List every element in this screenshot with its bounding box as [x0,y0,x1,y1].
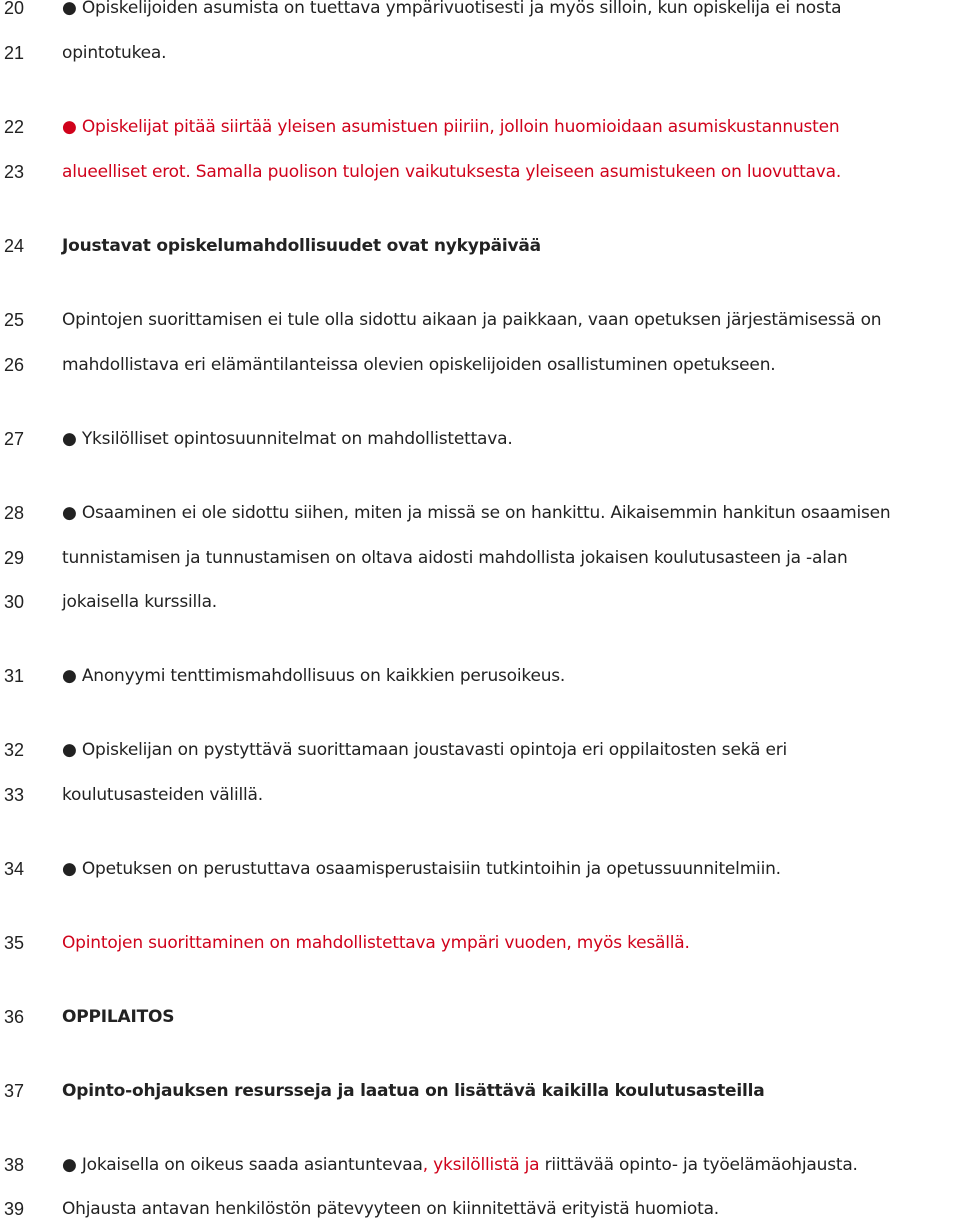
line-number: 27 [4,429,25,449]
line-text [62,156,841,188]
line-text [62,927,690,959]
text-segment: tunnistamisen ja tunnustamisen on oltava aidosti mahdollista jokaisen koulutusasteen ja -alan [62,548,848,568]
text-segment: , yksilöllistä ja [422,1155,540,1175]
line-number: 32 [4,740,25,760]
line-number: 36 [4,1007,25,1027]
document-line [0,1001,960,1033]
text-segment: riittävää opinto- ja työelämäohjausta. [539,1155,858,1175]
line-text [62,853,781,885]
document-line [0,779,960,811]
document-line [0,349,960,381]
line-number: 24 [4,236,25,256]
document-line [0,37,960,69]
line-number: 22 [4,117,25,137]
line-number: 39 [4,1199,25,1219]
line-text [62,230,541,262]
line-text [62,586,217,618]
line-text [62,423,513,455]
line-number: 35 [4,933,25,953]
line-number: 38 [4,1155,25,1175]
document-line [0,156,960,188]
line-number: 26 [4,355,25,375]
text-segment: ● Yksilölliset opintosuunnitelmat on mahdollistettava. [62,429,513,449]
text-segment: alueelliset erot. Samalla puolison tulojen vaikutuksesta yleiseen asumistukeen on luovuttava. [62,162,842,182]
line-text [62,37,166,69]
document-line [0,1075,960,1107]
line-text [62,1075,765,1107]
text-segment: Joustavat opiskelumahdollisuudet ovat nykypäivää [62,236,541,256]
line-text [62,660,565,692]
text-segment: ● Opiskelijat pitää siirtää yleisen asumistuen piiriin, jolloin huomioidaan asumiskustannusten [62,117,840,137]
text-segment: Ohjausta antavan henkilöstön pätevyyteen on kiinnitettävä erityistä huomiota. [62,1199,720,1219]
text-segment: ● Opiskelijan on pystyttävä suorittamaan joustavasti opintoja eri oppilaitosten sekä eri [62,740,788,760]
line-number: 37 [4,1081,25,1101]
line-text [62,111,839,143]
document-line [0,304,960,336]
document-line [0,542,960,574]
line-text [62,1193,719,1225]
line-text [62,542,848,574]
document-line [0,497,960,529]
text-segment: Opinto-ohjauksen resursseja ja laatua on lisättävä kaikilla koulutusasteilla [62,1081,765,1101]
text-segment: koulutusasteiden välillä. [62,785,263,805]
line-number: 31 [4,666,25,686]
line-number: 21 [4,43,25,63]
text-segment: ● Jokaisella on oikeus saada asiantuntevaa [62,1155,423,1175]
text-segment: ● Opetuksen on perustuttava osaamisperustaisiin tutkintoihin ja opetussuunnitelmiin. [62,859,781,879]
line-text [62,734,787,766]
text-segment: ● Opiskelijoiden asumista on tuettava ympärivuotisesti ja myös silloin, kun opiskelija ei nosta [62,0,842,18]
document-line [0,853,960,885]
document-line [0,0,960,24]
line-text [62,497,890,529]
text-segment: jokaisella kurssilla. [62,592,217,612]
document-line [0,423,960,455]
line-number: 20 [4,0,25,18]
line-number: 33 [4,785,25,805]
text-segment: Opintojen suorittaminen on mahdollistettava ympäri vuoden, myös kesällä. [62,933,690,953]
document-line [0,230,960,262]
text-segment: mahdollistava eri elämäntilanteissa olevien opiskelijoiden osallistuminen opetukseen. [62,355,776,375]
line-number: 29 [4,548,25,568]
document-line [0,1193,960,1225]
document-line [0,660,960,692]
document-line [0,1149,960,1181]
line-number: 30 [4,592,25,612]
line-text [62,349,775,381]
text-segment: OPPILAITOS [62,1007,175,1027]
line-number: 28 [4,503,25,523]
document-line [0,586,960,618]
document-line [0,111,960,143]
text-segment: ● Anonyymi tenttimismahdollisuus on kaikkien perusoikeus. [62,666,566,686]
line-text [62,1001,174,1033]
document-line [0,734,960,766]
line-number: 34 [4,859,25,879]
text-segment: Opintojen suorittamisen ei tule olla sidottu aikaan ja paikkaan, vaan opetuksen järjestämisessä on [62,310,882,330]
line-text [62,779,263,811]
line-number: 25 [4,310,25,330]
line-text [62,0,841,24]
document-line [0,927,960,959]
text-segment: ● Osaaminen ei ole sidottu siihen, miten ja missä se on hankittu. Aikaisemmin hankitun osaamisen [62,503,891,523]
line-text [62,304,881,336]
line-number: 23 [4,162,25,182]
line-text [62,1149,858,1181]
text-segment: opintotukea. [62,43,167,63]
